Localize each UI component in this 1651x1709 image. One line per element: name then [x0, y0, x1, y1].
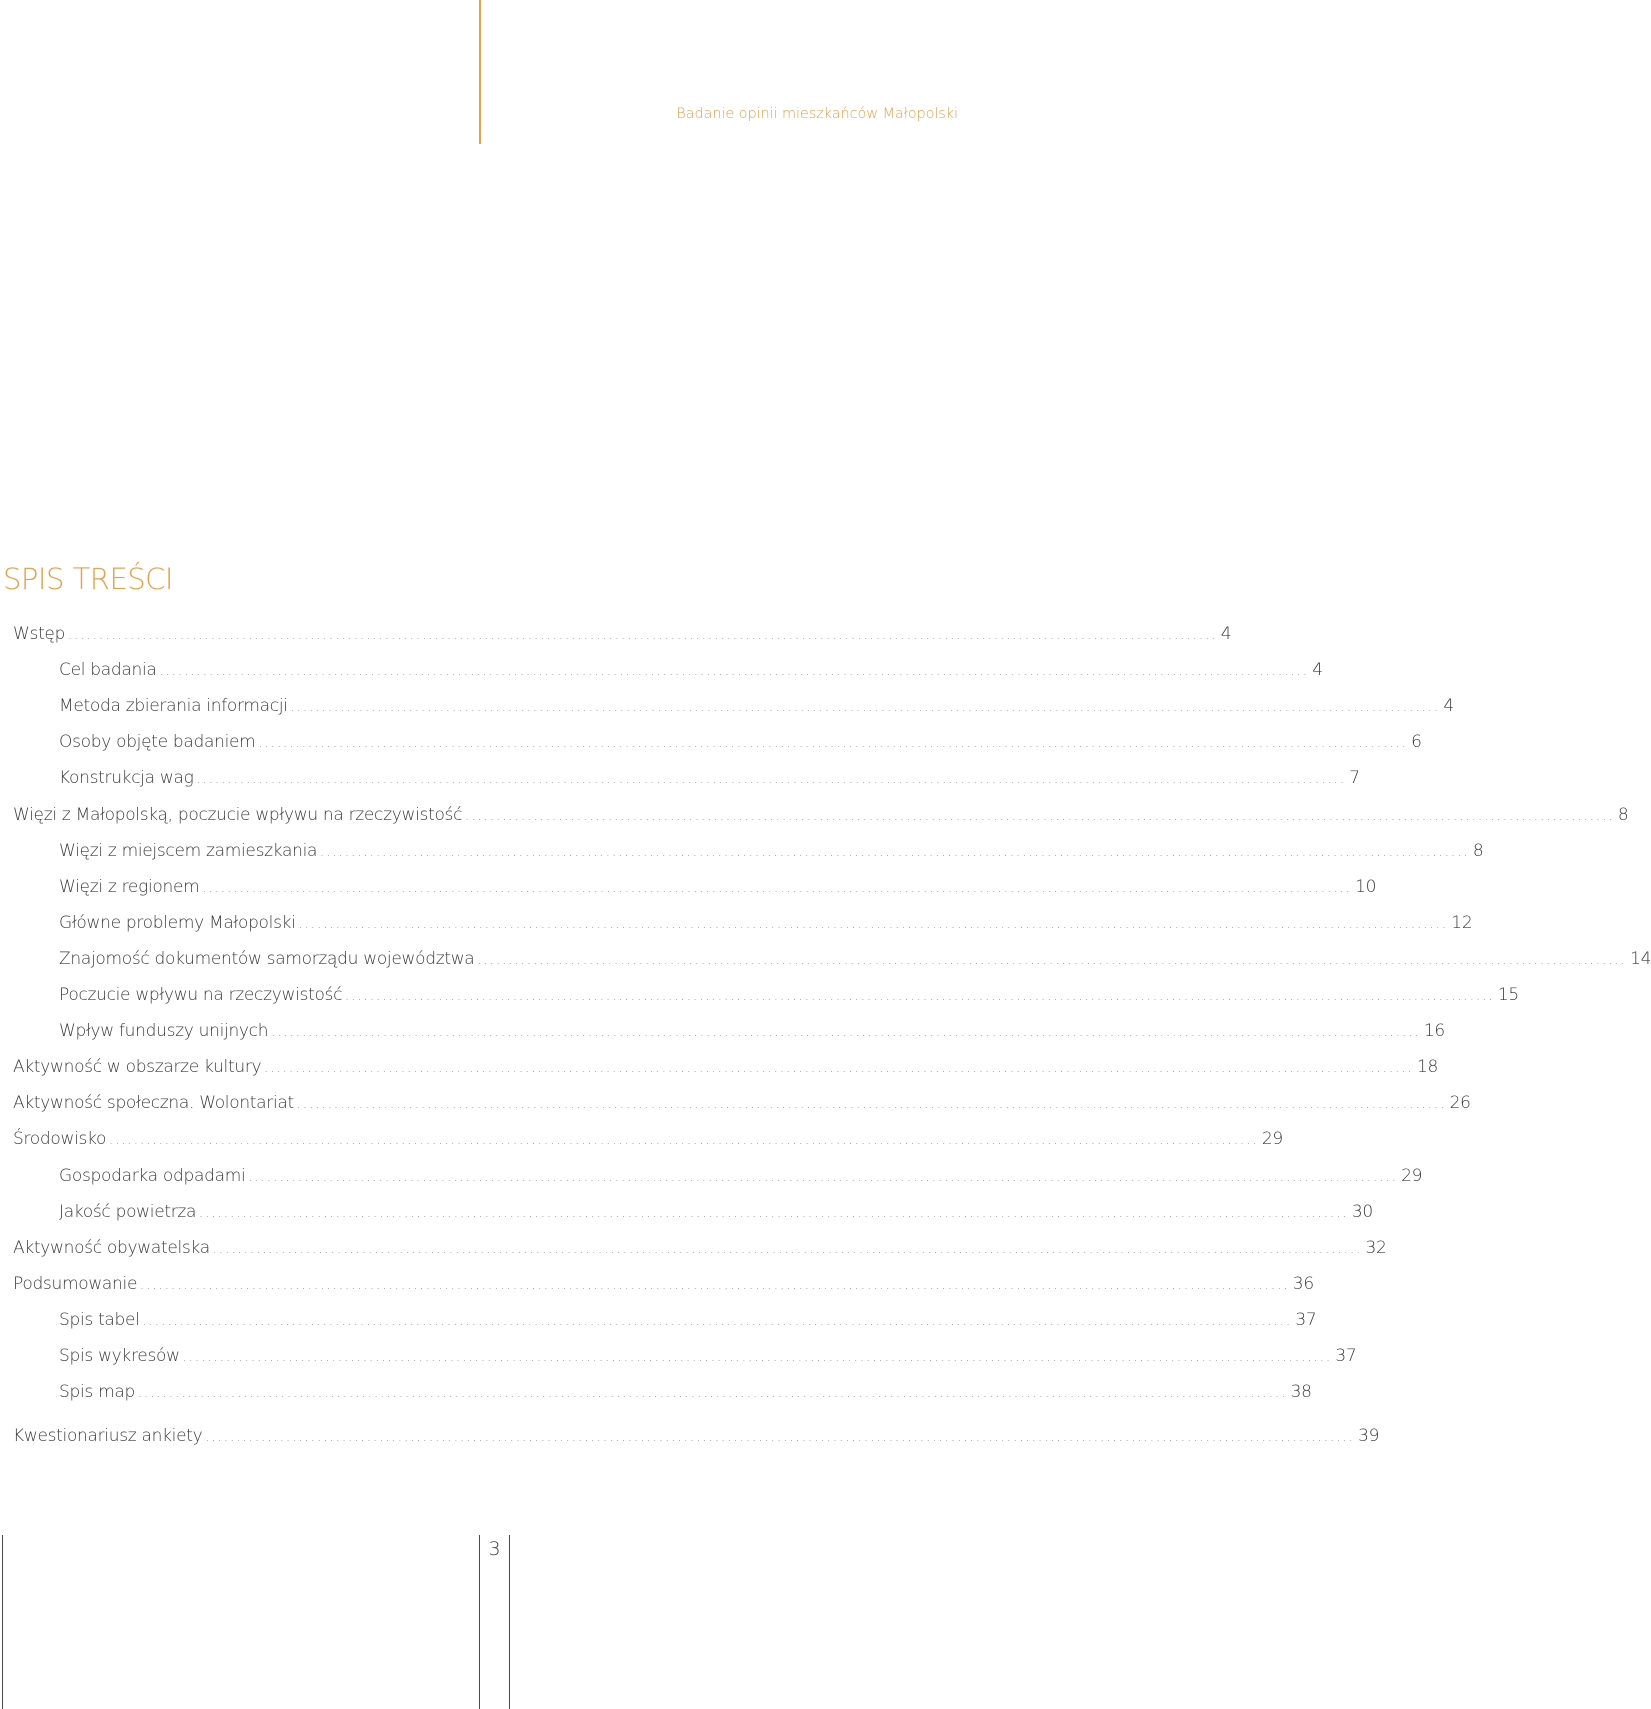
toc-dot-leader: .........................................................................................................................................................................................	[477, 952, 1628, 967]
toc-entry[interactable]	[13, 1055, 1439, 1079]
toc-entry[interactable]	[59, 1344, 1357, 1368]
toc-entry-page: 8	[1617, 804, 1629, 825]
toc-entry-label: Główne problemy Małopolski	[59, 912, 296, 933]
footer-divider-left	[2, 1535, 3, 1709]
toc-entry-page: 7	[1349, 768, 1360, 789]
toc-dot-leader: .........................................................................................................................................................................................	[182, 1350, 1333, 1364]
toc-dot-leader: .........................................................................................................................................................................................	[202, 880, 1353, 895]
toc-entry-page: 8	[1472, 840, 1484, 861]
toc-entry-page: 15	[1497, 985, 1519, 1005]
toc-dot-leader: .........................................................................................................................................................................................	[248, 1169, 1399, 1184]
toc-entry[interactable]	[59, 1380, 1312, 1404]
toc-entry[interactable]	[59, 947, 1651, 971]
toc-entry[interactable]	[13, 1236, 1387, 1260]
toc-entry-page: 29	[1401, 1165, 1423, 1186]
toc-entry-page: 16	[1423, 1021, 1445, 1042]
toc-entry-label: Aktywność obywatelska	[13, 1237, 210, 1258]
toc-entry[interactable]	[59, 1308, 1317, 1332]
toc-entry-page: 4	[1220, 624, 1232, 644]
toc-entry-page: 4	[1443, 696, 1454, 717]
toc-entry-page: 30	[1351, 1201, 1373, 1222]
toc-dot-leader: .........................................................................................................................................................................................	[258, 736, 1409, 751]
toc-entry-label: Więzi z Małopolską, poczucie wpływu na rzeczywistość	[13, 804, 463, 825]
footer-divider-center-left	[479, 1535, 480, 1709]
toc-entry[interactable]	[59, 694, 1454, 718]
toc-entry-page: 26	[1449, 1093, 1471, 1114]
toc-entry-label: Środowisko	[13, 1129, 107, 1150]
toc-entry[interactable]	[59, 730, 1422, 754]
running-header: Badanie opinii mieszkańców Małopolski	[676, 106, 958, 122]
toc-dot-leader: .........................................................................................................................................................................................	[320, 844, 1470, 859]
toc-dot-leader: .........................................................................................................................................................................................	[109, 1133, 1259, 1148]
toc-entry[interactable]	[13, 1272, 1314, 1296]
toc-entry[interactable]	[59, 1200, 1373, 1224]
toc-entry-page: 10	[1355, 876, 1377, 897]
toc-dot-leader: .........................................................................................................................................................................................	[137, 1386, 1288, 1401]
toc-entry-page: 6	[1411, 732, 1422, 753]
toc-entry-label: Więzi z regionem	[59, 876, 200, 897]
toc-entry-page: 36	[1292, 1273, 1314, 1294]
toc-dot-leader: .........................................................................................................................................................................................	[271, 1025, 1421, 1040]
toc-dot-leader: .........................................................................................................................................................................................	[199, 1205, 1349, 1220]
toc-entry[interactable]	[59, 875, 1377, 899]
toc-entry[interactable]	[13, 803, 1629, 827]
toc-entry[interactable]	[59, 658, 1323, 682]
toc-dot-leader: .........................................................................................................................................................................................	[290, 700, 1441, 715]
toc-dot-leader: .........................................................................................................................................................................................	[196, 772, 1347, 787]
toc-entry-page: 37	[1295, 1309, 1317, 1330]
toc-entry-label: Gospodarka odpadami	[59, 1165, 246, 1186]
toc-entry-label: Spis wykresów	[59, 1346, 180, 1366]
toc-title: SPIS TREŚCI	[3, 562, 173, 596]
toc-entry-label: Spis map	[59, 1382, 135, 1403]
toc-entry-label: Wstęp	[13, 624, 66, 644]
toc-entry-label: Spis tabel	[59, 1309, 140, 1330]
toc-dot-leader: .........................................................................................................................................................................................	[142, 1313, 1293, 1328]
toc-entry[interactable]	[59, 1019, 1445, 1043]
toc-entry-label: Kwestionariusz ankiety	[13, 1426, 203, 1447]
toc-entry-page: 18	[1416, 1057, 1439, 1078]
toc-entry-label: Podsumowanie	[13, 1273, 138, 1294]
toc-dot-leader: .........................................................................................................................................................................................	[465, 808, 1615, 823]
toc-dot-leader: .........................................................................................................................................................................................	[296, 1097, 1447, 1112]
toc-entry-label: Osoby objęte badaniem	[59, 732, 256, 753]
toc-entry-label: Jakość powietrza	[59, 1201, 197, 1222]
toc-entry[interactable]	[59, 983, 1519, 1007]
toc-entry-page: 32	[1365, 1237, 1387, 1258]
toc-entry-label: Więzi z miejscem zamieszkania	[59, 840, 318, 861]
toc-entry[interactable]	[13, 1424, 1380, 1448]
toc-entry-page: 14	[1630, 948, 1651, 969]
toc-entry-page: 37	[1335, 1346, 1357, 1366]
toc-entry-label: Aktywność w obszarze kultury	[13, 1057, 262, 1078]
toc-entry-page: 12	[1451, 912, 1473, 933]
footer-divider-center-right	[509, 1535, 510, 1709]
toc-dot-leader: .........................................................................................................................................................................................	[298, 916, 1449, 931]
page-number: 3	[488, 1538, 501, 1560]
toc-dot-leader: .........................................................................................................................................................................................	[140, 1277, 1290, 1292]
toc-entry-label: Konstrukcja wag	[59, 768, 194, 789]
toc-entry-label: Metoda zbierania informacji	[59, 696, 288, 717]
toc-entry[interactable]	[13, 622, 1232, 646]
toc-entry-page: 4	[1312, 660, 1323, 681]
toc-dot-leader: .........................................................................................................................................................................................	[212, 1241, 1363, 1256]
toc-entry[interactable]	[13, 1091, 1471, 1115]
toc-dot-leader: .........................................................................................................................................................................................	[345, 989, 1495, 1003]
toc-dot-leader: .........................................................................................................................................................................................	[68, 628, 1218, 642]
toc-entry[interactable]	[59, 1164, 1423, 1188]
toc-entry-label: Znajomość dokumentów samorządu województwa	[59, 948, 475, 969]
toc-entry[interactable]	[59, 911, 1473, 935]
toc-entry-page: 39	[1358, 1426, 1380, 1447]
toc-entry[interactable]	[59, 766, 1360, 790]
toc-dot-leader: .........................................................................................................................................................................................	[205, 1430, 1356, 1445]
toc-dot-leader: .........................................................................................................................................................................................	[264, 1061, 1414, 1076]
toc-entry-label: Wpływ funduszy unijnych	[59, 1021, 269, 1042]
toc-entry-label: Cel badania	[59, 660, 157, 681]
toc-entry-label: Aktywność społeczna. Wolontariat	[13, 1093, 294, 1114]
toc-entry[interactable]	[13, 1127, 1283, 1151]
toc-entry[interactable]	[59, 839, 1484, 863]
toc-entry-page: 38	[1290, 1382, 1312, 1403]
toc-entry-page: 29	[1261, 1129, 1283, 1150]
toc-entry-label: Poczucie wpływu na rzeczywistość	[59, 985, 343, 1005]
toc-dot-leader: .........................................................................................................................................................................................	[159, 664, 1310, 679]
